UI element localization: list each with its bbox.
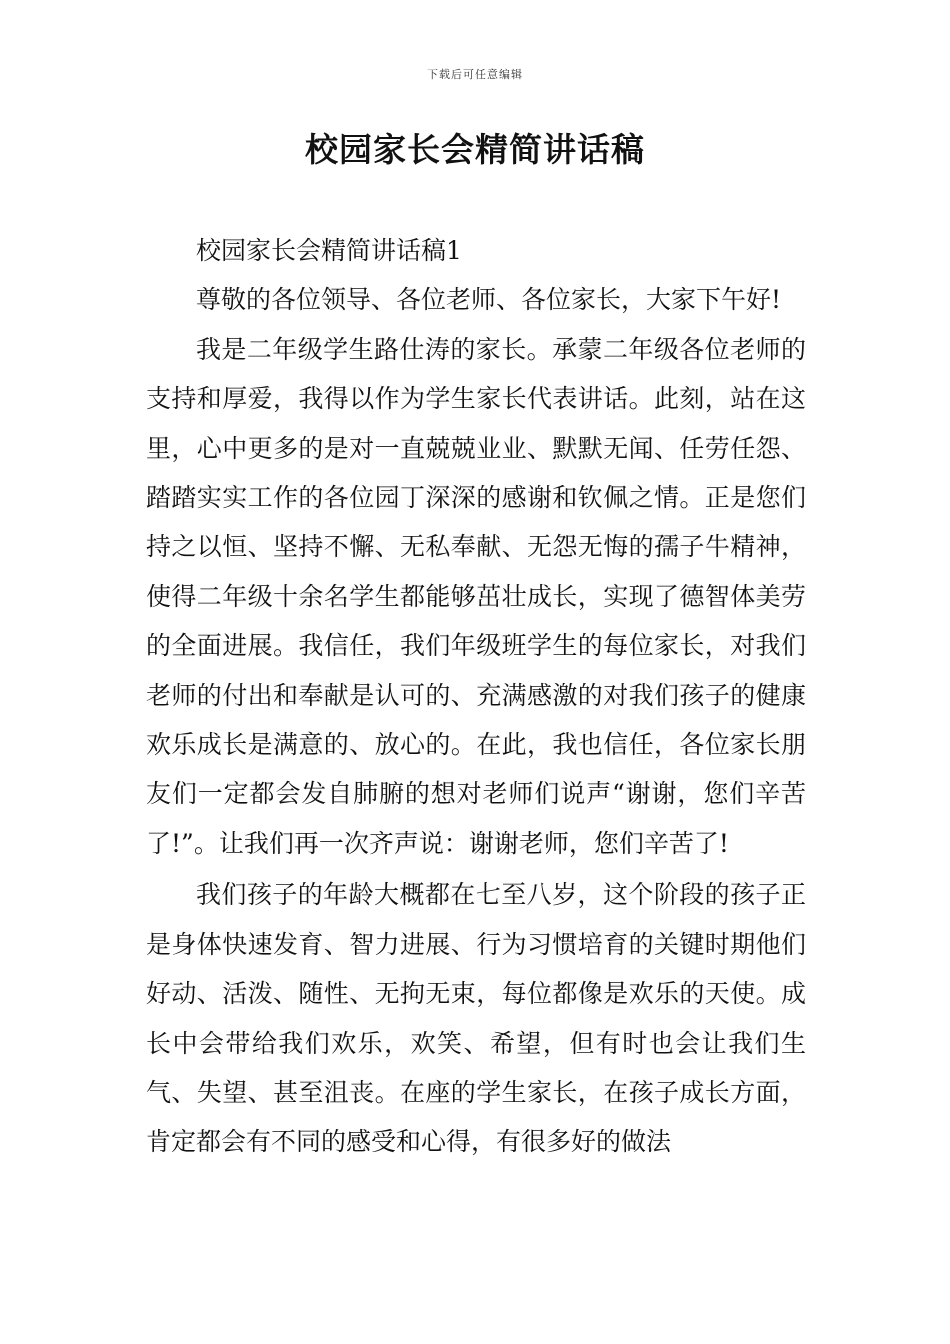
body-paragraph-2: 我们孩子的年龄大概都在七至八岁，这个阶段的孩子正是身体快速发育、智力进展、行为习惯培育的关键时期他们好动、活泼、随性、无拘无束，每位都像是欢乐的天使。成长中会带给我们欢乐，欢笑、希望，但有时也会让我们生气、失望、甚至沮丧。在座的学生家长，在孩子成长方面，肯定都会有不同的感受和心得，有很多好的做法 xyxy=(146,880,806,1157)
salutation-paragraph: 尊敬的各位领导、各位老师、各位家长，大家下午好! xyxy=(196,285,782,315)
header-note: 下载后可任意编辑 xyxy=(427,68,523,81)
document-body xyxy=(146,226,806,1167)
section-heading: 校园家长会精简讲话稿1 xyxy=(196,236,462,265)
body-paragraph-1: 我是二年级学生路仕涛的家长。承蒙二年级各位老师的支持和厚爱，我得以作为学生家长代表讲话。此刻，站在这里，心中更多的是对一直兢兢业业、默默无闻、任劳任怨、踏踏实实工作的各位园丁深深的感谢和钦佩之情。正是您们持之以恒、坚持不懈、无私奉献、无怨无悔的孺子牛精神，使得二年级十余名学生都能够茁壮成长，实现了德智体美劳的全面进展。我信任，我们年级班学生的每位家长，对我们老师的付出和奉献是认可的、充满感激的对我们孩子的健康欢乐成长是满意的、放心的。在此，我也信任，各位家长朋友们一定都会发自肺腑的想对老师们说声“谢谢，您们辛苦了!”。让我们再一次齐声说：谢谢老师，您们辛苦了! xyxy=(146,334,806,858)
page-title: 校园家长会精简讲话稿 xyxy=(305,130,645,169)
